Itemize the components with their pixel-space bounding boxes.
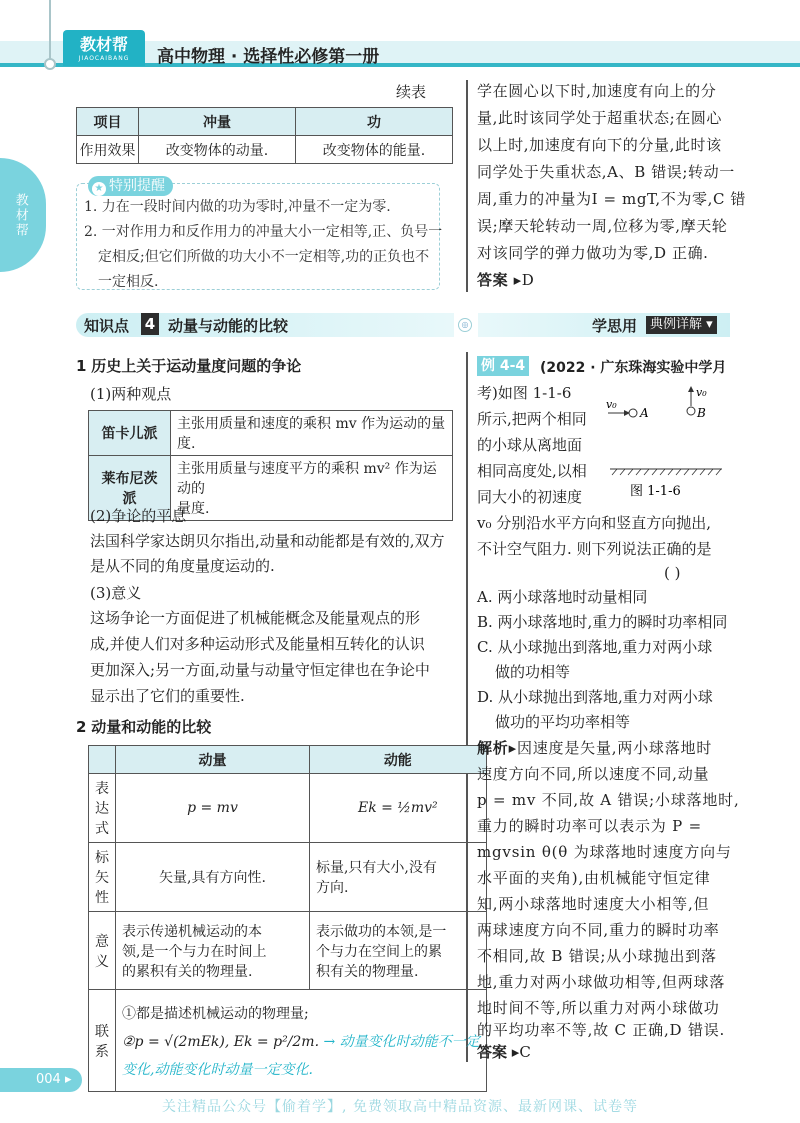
pin-ball: [44, 58, 56, 70]
analysis-line: 两球速度方向不同,重力的瞬时功率: [477, 921, 720, 939]
example-line: 相同高度处,以相: [477, 462, 587, 480]
continued-note: 续表: [396, 83, 427, 101]
option-d: D. 从小球抛出到落地,重力对两小球: [477, 688, 713, 706]
cmp-header-empty: [89, 746, 116, 774]
example-detail-button[interactable]: [646, 316, 717, 334]
example-line: 不计空气阻力. 则下列说法正确的是: [477, 540, 712, 558]
pin-line: [49, 0, 51, 60]
prev-answer: [477, 269, 534, 290]
cont-row-impulse: 改变物体的动量.: [139, 136, 296, 164]
solution-line: 同学处于失重状态,A、B 错误;转动一: [477, 163, 735, 181]
analysis-line: 地时间不等,所以重力对两小球做功: [477, 999, 720, 1017]
analysis-line: 因速度是矢量,两小球落地时: [516, 739, 713, 757]
part2-heading: [76, 716, 211, 737]
ball-a: [629, 409, 637, 417]
cell-line: 积有关的物理量.: [315, 963, 419, 980]
paragraph-line: 是从不同的角度量度运动的.: [90, 557, 275, 575]
answer-value: D: [521, 271, 535, 289]
option-d-cont: 做功的平均功率相等: [495, 713, 631, 731]
part1-heading: [76, 355, 301, 376]
analysis-first-line: [477, 737, 712, 758]
section-label: 知识点: [84, 317, 130, 335]
brand-name: 教材帮: [79, 35, 128, 54]
ground-hatch: [612, 469, 721, 475]
paragraph-line: 成,并使人们对多种运动形式及能量相互转化的认识: [90, 635, 425, 653]
page-number-value: 004: [36, 1072, 61, 1087]
solution-line: 对该同学的弹力做功为零,D 正确.: [477, 244, 709, 262]
cmp-kinetic-meaning: [309, 912, 486, 990]
part1-sub2: (2)争论的平息: [90, 507, 187, 525]
reminder-title: 特别提醒: [109, 178, 165, 194]
example-line: 考)如图 1-1-6: [477, 384, 572, 402]
cont-header-item: 项目: [77, 108, 139, 136]
cmp-header-kinetic: 动能: [309, 746, 486, 774]
option-c-cont: 做的功相等: [495, 663, 571, 681]
cmp-kinetic-expr: Ek = ½mv²: [309, 774, 486, 843]
example-detail-label: 典例详解: [650, 317, 703, 332]
view-value-line: 主张用质量与速度平方的乘积 mv² 作为运动的: [177, 461, 437, 497]
cmp-momentum-vector: 矢量,具有方向性.: [116, 843, 310, 912]
solution-line: 周,重力的冲量为I = mgT,不为零,C 错: [477, 190, 747, 208]
analysis-line: 重力的瞬时功率可以表示为 P =: [477, 817, 702, 835]
handwritten-note: → 动量变化时动能不一定: [323, 1033, 480, 1050]
part1-sub3: (3)意义: [90, 584, 142, 602]
view-key: 莱布尼茨派: [89, 456, 171, 521]
analysis-line: 水平面的夹角),由机械能守恒定律: [477, 869, 711, 887]
cmp-momentum-meaning: [116, 912, 310, 990]
answer-bracket: ( ): [664, 564, 681, 582]
analysis-line: 速度方向不同,所以速度不同,动量: [477, 765, 710, 783]
learn-label: 学思用: [592, 317, 638, 335]
view-value: [171, 456, 453, 521]
example-line: 的小球从离地面: [477, 436, 583, 454]
example-tag: 例 4-4: [477, 356, 529, 376]
column-divider-top: [466, 80, 468, 292]
arrow-right-icon: ▸: [60, 1072, 72, 1087]
paragraph-line: 法国科学家达朗贝尔指出,动量和动能都是有效的,双方: [90, 532, 445, 550]
reminder-line: 1. 力在一段时间内做的功为零时,冲量不一定为零.: [84, 199, 391, 215]
cmp-key: 联系: [89, 990, 116, 1092]
arrowhead-b: [688, 386, 694, 392]
solution-line: 以上时,加速度有向下的分量,此时该: [477, 136, 722, 154]
reminder-line: 一定相反.: [98, 274, 159, 290]
handwritten-note: 变化,动能变化时动量一定变化.: [122, 1061, 313, 1078]
cont-row-work: 改变物体的能量.: [296, 136, 453, 164]
cmp-kinetic-scalar: [309, 843, 486, 912]
analysis-line: 的平均功率不等,故 C 正确,D 错误.: [477, 1021, 726, 1039]
reminder-tag: [88, 176, 173, 196]
section-title: 动量与动能的比较: [168, 317, 289, 335]
cont-header-impulse: 冲量: [139, 108, 296, 136]
cell-line: 的累积有关的物理量.: [122, 963, 253, 980]
analysis-line: 地,重力对两小球做功相等,但两球落: [477, 973, 726, 991]
cell-line: 标量,只有大小,没有: [315, 860, 437, 876]
v0-label-a: v₀: [606, 398, 617, 411]
play-icon: ▸: [508, 739, 517, 757]
solution-line: 误;摩天轮转动一周,位移为零,摩天轮: [477, 217, 728, 235]
cell-line: 表示传递机械运动的本: [122, 923, 262, 940]
view-key: 笛卡儿派: [89, 411, 171, 456]
option-a: A. 两小球落地时动量相同: [477, 588, 648, 606]
reminder-line: 定相反;但它们所做的功大小不一定相等,功的正负也不: [98, 249, 430, 265]
part1-sub1: (1)两种观点: [90, 385, 172, 403]
cont-header-work: 功: [296, 108, 453, 136]
option-b: B. 两小球落地时,重力的瞬时功率相同: [477, 613, 728, 631]
continued-table: [76, 107, 453, 164]
comparison-table: [88, 745, 487, 1092]
cell-line: 方向.: [315, 880, 349, 896]
figure-1-1-6: [600, 382, 732, 500]
star-icon: ★: [92, 182, 106, 196]
analysis-line: 不相同,故 B 错误;从小球抛出到落: [477, 947, 717, 965]
relation-line: ①都是描述机械运动的物理量;: [122, 1005, 309, 1022]
paragraph-line: 显示出了它们的重要性.: [90, 687, 245, 705]
cmp-momentum-expr: p = mv: [116, 774, 310, 843]
cell-line: 领,是一个与力在时间上: [122, 943, 267, 960]
side-tab-label: 教材帮: [12, 192, 28, 238]
relation-formula: ②p = √(2mEk), Ek = p²/2m.: [122, 1033, 320, 1050]
page-number: [36, 1072, 72, 1087]
brand-tab: [63, 30, 145, 66]
caret-icon: ▾: [702, 317, 713, 332]
example-answer: [477, 1041, 531, 1062]
cont-row-key: 作用效果: [77, 136, 139, 164]
part2-title: 动量和动能的比较: [91, 718, 212, 736]
answer-value: C: [519, 1043, 531, 1061]
figure-caption: 图 1-1-6: [630, 484, 681, 499]
ball-b: [687, 407, 695, 415]
side-tab[interactable]: [0, 158, 46, 272]
label-a: A: [640, 406, 649, 420]
view-value: 主张用质量和速度的乘积 mv 作为运动的量度.: [171, 411, 453, 456]
cmp-relation: [116, 990, 487, 1092]
part1-number: 1: [76, 357, 87, 375]
v0-label-b: v₀: [696, 386, 707, 399]
brand-sub: JIAOCAIBANG: [78, 55, 130, 62]
part1-title: 历史上关于运动量度问题的争论: [91, 357, 302, 375]
book-title: 高中物理 · 选择性必修第一册: [157, 47, 380, 67]
analysis-line: p = mv 不同,故 A 错误;小球落地时,: [477, 791, 740, 809]
view-value-line: 量度.: [177, 501, 210, 517]
example-line: 同大小的初速度: [477, 488, 583, 506]
circle-icon: ◎: [458, 318, 472, 332]
section-number: 4: [141, 313, 159, 335]
analysis-line: 知,两小球落地时速度大小相等,但: [477, 895, 710, 913]
cell-line: 个与力在空间上的累: [315, 943, 442, 960]
paragraph-line: 更加深入;另一方面,动量与动量守恒定律也在争论中: [90, 661, 430, 679]
analysis-label: 解析: [477, 739, 509, 757]
play-icon: ▸: [507, 1043, 520, 1061]
cell-line: 表示做功的本领,是一: [315, 923, 447, 940]
footer-note: 关注精品公众号【偷着学】, 免费领取高中精品资源、最新网课、试卷等: [162, 1099, 638, 1115]
option-c: C. 从小球抛出到落地,重力对两小球: [477, 638, 713, 656]
solution-line: 学在圆心以下时,加速度有向上的分: [477, 82, 717, 100]
cmp-key: 意义: [89, 912, 116, 990]
reminder-line: 2. 一对作用力和反作用力的冲量大小一定相等,正、负号一: [84, 224, 443, 240]
example-line: v₀ 分别沿水平方向和竖直方向抛出,: [477, 514, 712, 532]
answer-label: 答案: [477, 1043, 508, 1061]
solution-line: 量,此时该同学处于超重状态;在圆心: [477, 109, 723, 127]
label-b: B: [697, 406, 706, 420]
example-source: (2022 · 广东珠海实验中学月: [540, 360, 727, 376]
part2-number: 2: [76, 718, 87, 736]
paragraph-line: 这场争论一方面促进了机械能概念及能量观点的形: [90, 609, 421, 627]
cmp-key: 表达式: [89, 774, 116, 843]
cmp-header-momentum: 动量: [116, 746, 310, 774]
answer-label: 答案: [477, 271, 509, 289]
relation-formula-line: [122, 1031, 480, 1051]
play-icon: ▸: [508, 271, 522, 289]
analysis-line: mgvsin θ(θ 为球落地时速度方向与: [477, 843, 732, 861]
example-line: 所示,把两个相同: [477, 410, 587, 428]
cmp-key: 标矢性: [89, 843, 116, 912]
